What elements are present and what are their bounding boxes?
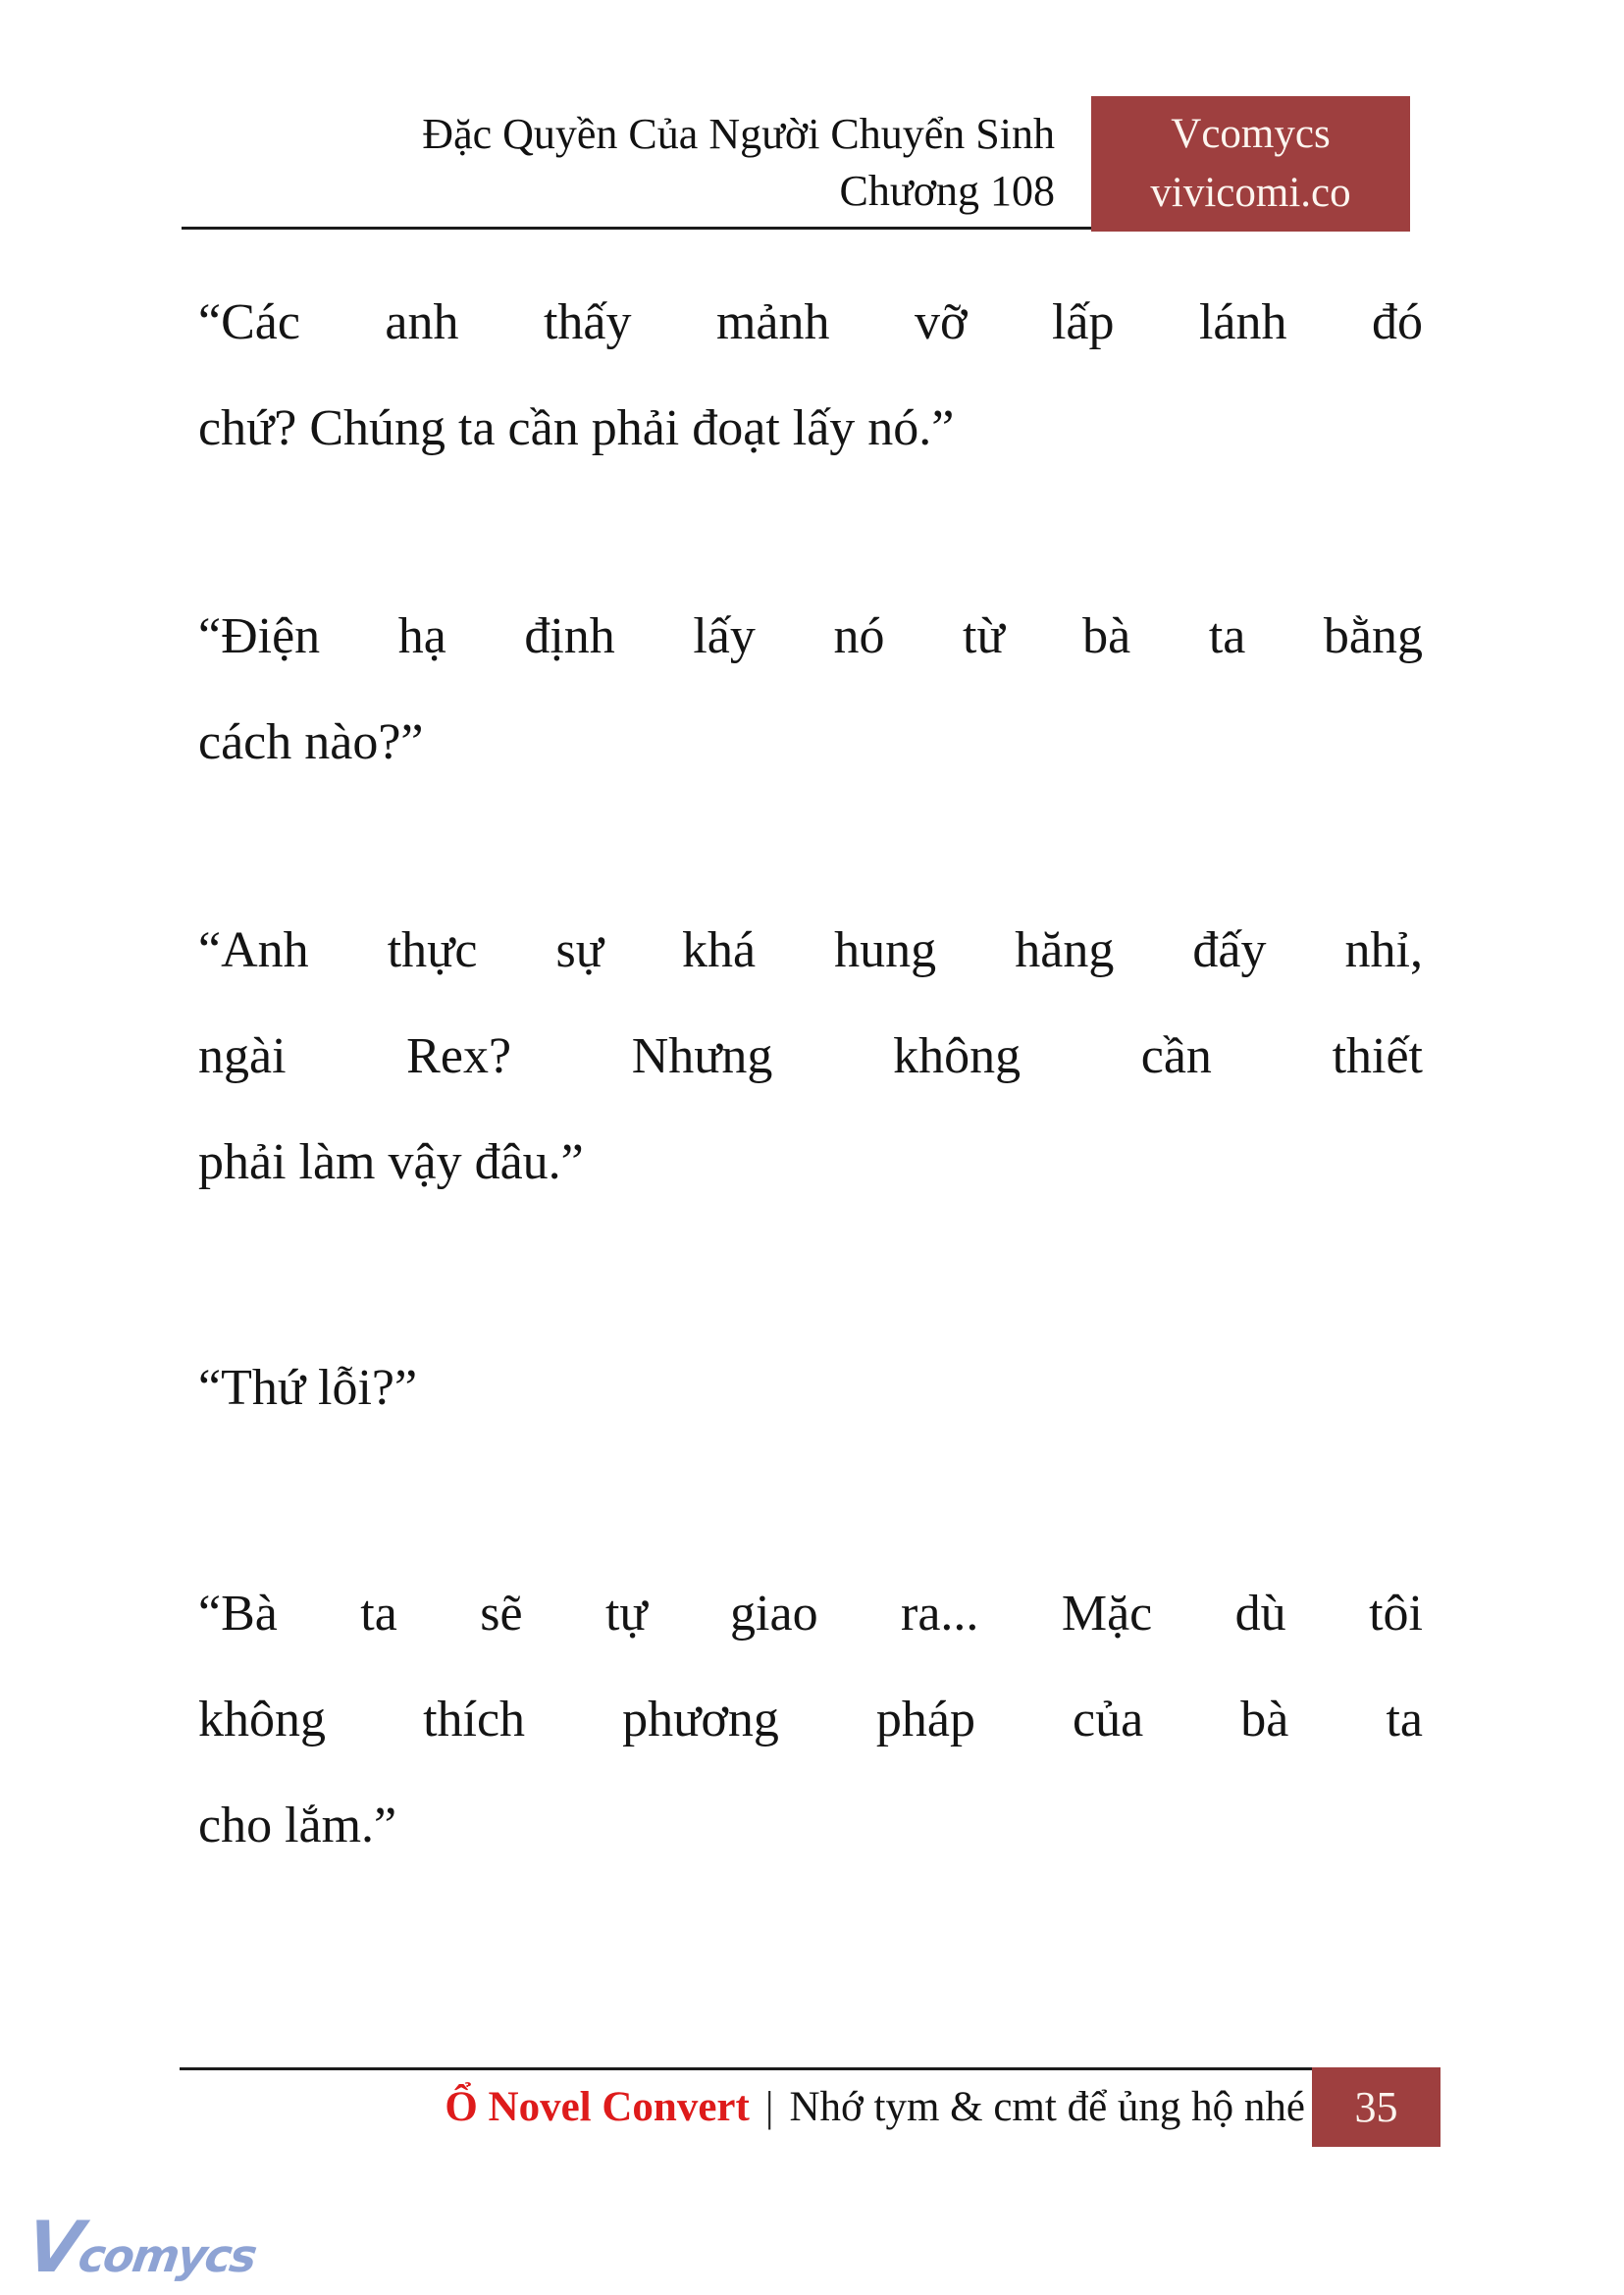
text-line: “Thứ lỗi?” (198, 1360, 418, 1416)
watermark-logo: Vcomycs (22, 2206, 259, 2288)
text-line: “Các anh thấy mảnh vỡ lấp lánh đó (198, 294, 1423, 350)
chapter-label: Chương 108 (839, 167, 1055, 215)
page-title: Đặc Quyền Của Người Chuyển Sinh (422, 110, 1055, 158)
header-divider (182, 227, 1091, 230)
publisher-badge (1091, 96, 1410, 232)
page-header (198, 106, 1055, 220)
text-line: chứ? Chúng ta cần phải đoạt lấy nó.” (198, 400, 955, 456)
footer-separator: | (764, 2084, 774, 2130)
body-text (198, 270, 1423, 1879)
text-line: ngài Rex? Nhưng không cần thiết (198, 1028, 1423, 1084)
text-line: “Điện hạ định lấy nó từ bà ta bằng (198, 608, 1423, 664)
text-line: “Anh thực sự khá hung hăng đấy nhỉ, (198, 922, 1423, 978)
publisher-name: Vcomycs (1171, 111, 1331, 157)
paragraph (198, 1561, 1423, 1879)
text-line: “Bà ta sẽ tự giao ra... Mặc dù tôi (198, 1586, 1423, 1642)
footer-brand: Ổ Novel Convert (445, 2084, 750, 2130)
text-line: phải làm vậy đâu.” (198, 1134, 584, 1190)
text-line: cách nào?” (198, 714, 424, 770)
page-number: 35 (1312, 2067, 1441, 2147)
footer-note: Nhớ tym & cmt để ủng hộ nhé (789, 2084, 1305, 2130)
paragraph (198, 584, 1423, 796)
page-footer (445, 2067, 1305, 2147)
text-line: không thích phương pháp của bà ta (198, 1692, 1423, 1747)
publisher-site: vivicomi.co (1150, 170, 1351, 216)
paragraph (198, 898, 1423, 1216)
text-line: cho lắm.” (198, 1798, 397, 1853)
paragraph (198, 270, 1423, 482)
paragraph (198, 1335, 1423, 1441)
